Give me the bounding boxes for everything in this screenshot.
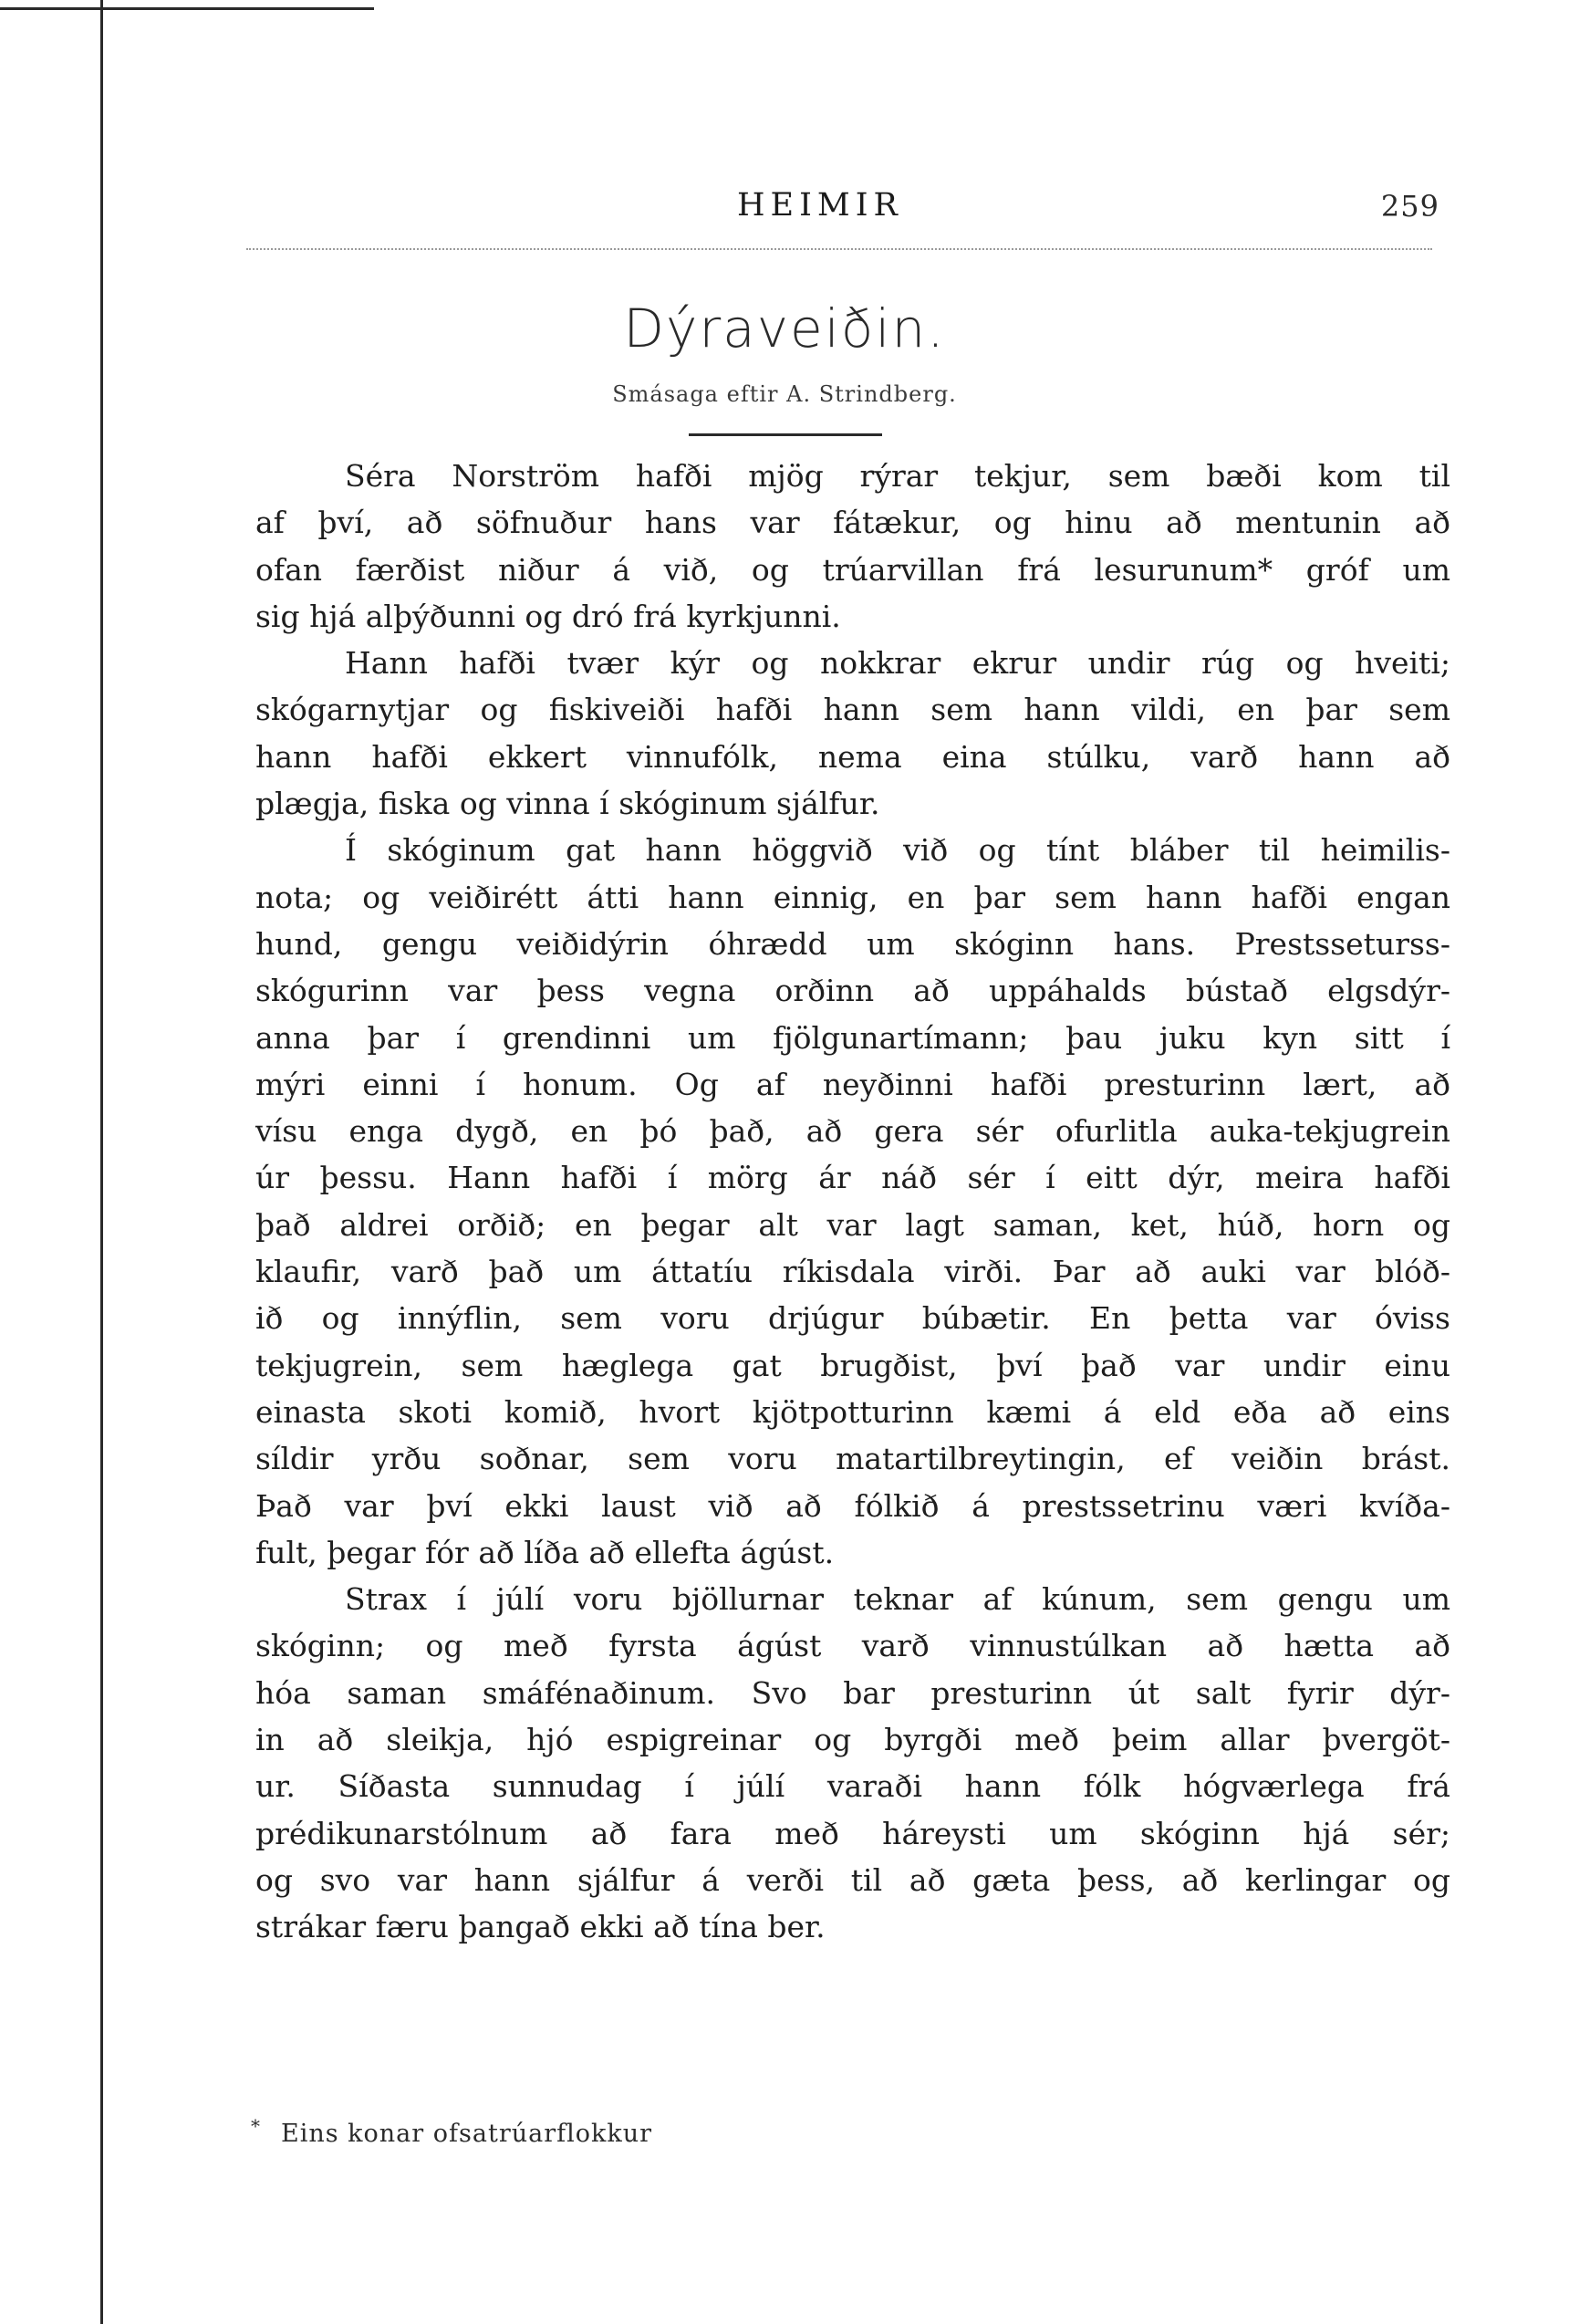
text-line: vísu enga dygð, en þó það, að gera sér ofurlitla auka-tekjugrein	[255, 1113, 1450, 1150]
text-line: Hann hafði tvær kýr og nokkrar ekrur undir rúg og hveiti;	[345, 645, 1450, 682]
footnote	[251, 2115, 652, 2148]
text-line: fult, þegar fór að líða að ellefta ágúst.	[255, 1534, 835, 1570]
text-line: in að sleikja, hjó espigreinar og byrgði með þeim allar þvergöt-	[255, 1722, 1450, 1758]
text-line: hóa saman smáfénaðinum. Svo bar presturinn út salt fyrir dýr-	[255, 1674, 1450, 1711]
text-line: klaufir, varð það um áttatíu ríkisdala virði. Þar að auki var blóð-	[255, 1254, 1450, 1290]
text-line: síldir yrðu soðnar, sem voru matartilbreytingin, ef veiðin brást.	[255, 1441, 1450, 1477]
text-line: úr þessu. Hann hafði í mörg ár náð sér í eitt dýr, meira hafði	[255, 1160, 1450, 1196]
text-line: og svo var hann sjálfur á verði til að gæta þess, að kerlingar og	[255, 1861, 1450, 1898]
text-line: það aldrei orðið; en þegar alt var lagt saman, ket, húð, horn og	[255, 1206, 1450, 1243]
text-line: plægja, fiska og vinna í skóginum sjálfur.	[255, 786, 880, 822]
text-line: einasta skoti komið, hvort kjötpotturinn kæmi á eld eða að eins	[255, 1393, 1450, 1430]
text-line: hund, gengu veiðidýrin óhrædd um skóginn hans. Prestsseturss-	[255, 925, 1450, 962]
text-line: ofan færðist niður á við, og trúarvillan frá lesurunum* gróf um	[255, 551, 1450, 588]
header-rule	[246, 248, 1432, 250]
text-line: hann hafði ekkert vinnufólk, nema eina stúlku, varð hann að	[255, 738, 1450, 775]
page-number: 259	[1380, 189, 1439, 224]
text-line: ur. Síðasta sunnudag í júlí varaði hann fólk hógværlega frá	[255, 1768, 1450, 1805]
text-line: nota; og veiðirétt átti hann einnig, en þar sem hann hafði engan	[255, 879, 1450, 915]
running-head	[254, 187, 1439, 242]
text-line: Það var því ekki laust við að fólkið á prestssetrinu væri kvíða-	[255, 1487, 1450, 1524]
text-line: sig hjá alþýðunni og dró frá kyrkjunni.	[255, 598, 841, 634]
title-rule	[689, 433, 882, 436]
text-line: tekjugrein, sem hæglega gat brugðist, því það var undir einu	[255, 1347, 1450, 1383]
text-line: prédikunarstólnum að fara með háreysti um skóginn hjá sér;	[255, 1815, 1450, 1851]
running-title: HEIMIR	[737, 187, 903, 224]
text-line: ið og innýflin, sem voru drjúgur búbætir. En þetta var óviss	[255, 1300, 1450, 1337]
text-line: strákar færu þangað ekki að tína ber.	[255, 1909, 826, 1945]
story-subtitle: Smásaga eftir A. Strindberg.	[612, 381, 957, 407]
text-line: Í skóginum gat hann höggvið við og tínt bláber til heimilis-	[345, 832, 1450, 869]
text-line: af því, að söfnuður hans var fátækur, og hinu að mentunin að	[255, 505, 1450, 541]
text-line: mýri einni í honum. Og af neyðinni hafði presturinn lært, að	[255, 1066, 1450, 1102]
story-title: Dýraveiðin.	[623, 297, 946, 360]
text-line: skógarnytjar og fiskiveiði hafði hann sem hann vildi, en þar sem	[255, 692, 1450, 728]
footnote-text: Eins konar ofsatrúarflokkur	[281, 2120, 653, 2148]
text-line: skógurinn var þess vegna orðinn að uppáhalds bústað elgsdýr-	[255, 973, 1450, 1009]
text-line: skóginn; og með fyrsta ágúst varð vinnustúlkan að hætta að	[255, 1628, 1450, 1664]
footnote-marker: *	[251, 2115, 261, 2137]
body-text	[255, 453, 1450, 1951]
text-line: anna þar í grendinni um fjölgunartímann; þau juku kyn sitt í	[255, 1019, 1450, 1056]
scan-edge-top	[0, 7, 374, 10]
text-line: Séra Norström hafði mjög rýrar tekjur, sem bæði kom til	[345, 458, 1450, 494]
text-line: Strax í júlí voru bjöllurnar teknar af kúnum, sem gengu um	[345, 1581, 1450, 1618]
